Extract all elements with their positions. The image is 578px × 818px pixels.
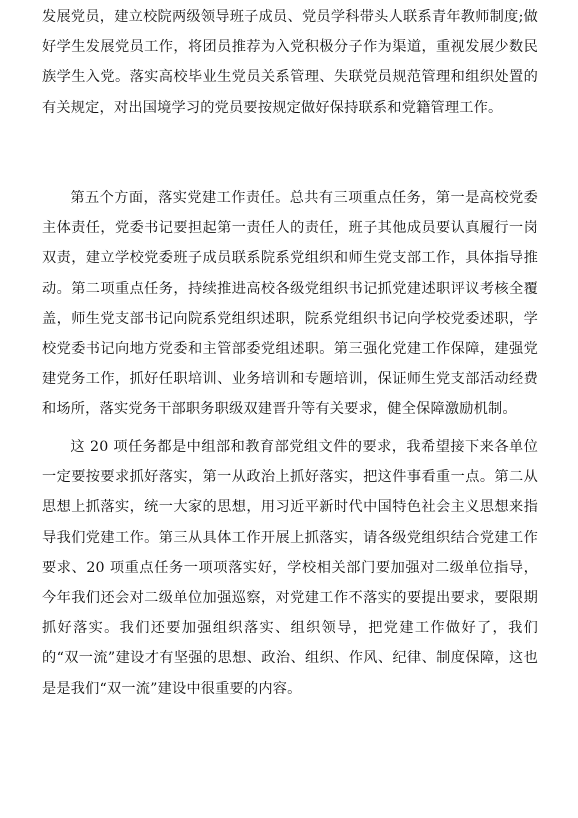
paragraph-2: 第五个方面，落实党建工作责任。总共有三项重点任务，第一是高校党委主体责任，党委书记要担起第一责任人的责任，班子其他成员要认真履行一岗双责，建立学校党委班子成员联系院系党组织和师生党支部工作，具体指导推动。第二项重点任务，持续推进高校各级党组织书记抓党建述职评议考核全覆盖，师生党支部书记向院系党组织述职，院系党组织书记向学校党委述职，学校党委书记向地方党委和主管部委党组述职。第三强化党建工作保障，建强党建党务工作，抓好任职培训、业务培训和专题培训，保证师生党支部活动经费和场所，落实党务干部职务职级双建晋升等有关要求，健全保障激励机制。	[42, 190, 538, 418]
paragraph-3: 这 20 项任务都是中组部和教育部党组文件的要求，我希望接下来各单位一定要按要求抓好落实，第一从政治上抓好落实，把这件事看重一点。第二从思想上抓落实，统一大家的思想，用习近平新时代中国特色社会主义思想来指导我们党建工作。第三从具体工作开展上抓落实，请各级党组织结合党建工作要求、20 项重点任务一项项落实好，学校相关部门要加强对二级单位指导，今年我们还会对二级单位加强巡察，对党建工作不落实的要提出要求，要限期抓好落实。我们还要加强组织落实、组织领导，把党建工作做好了，我们的“双一流”建设才有坚强的思想、政治、组织、作风、纪律、制度保障，这也是是我们“双一流”建设中很重要的内容。	[42, 439, 538, 697]
paragraph-1: 发展党员，建立校院两级领导班子成员、党员学科带头人联系青年教师制度;做好学生发展党员工作，将团员推荐为入党积极分子作为渠道，重视发展少数民族学生入党。落实高校毕业生党员关系管理、失联党员规范管理和组织处置的有关规定，对出国境学习的党员要按规定做好保持联系和党籍管理工作。	[42, 9, 538, 116]
